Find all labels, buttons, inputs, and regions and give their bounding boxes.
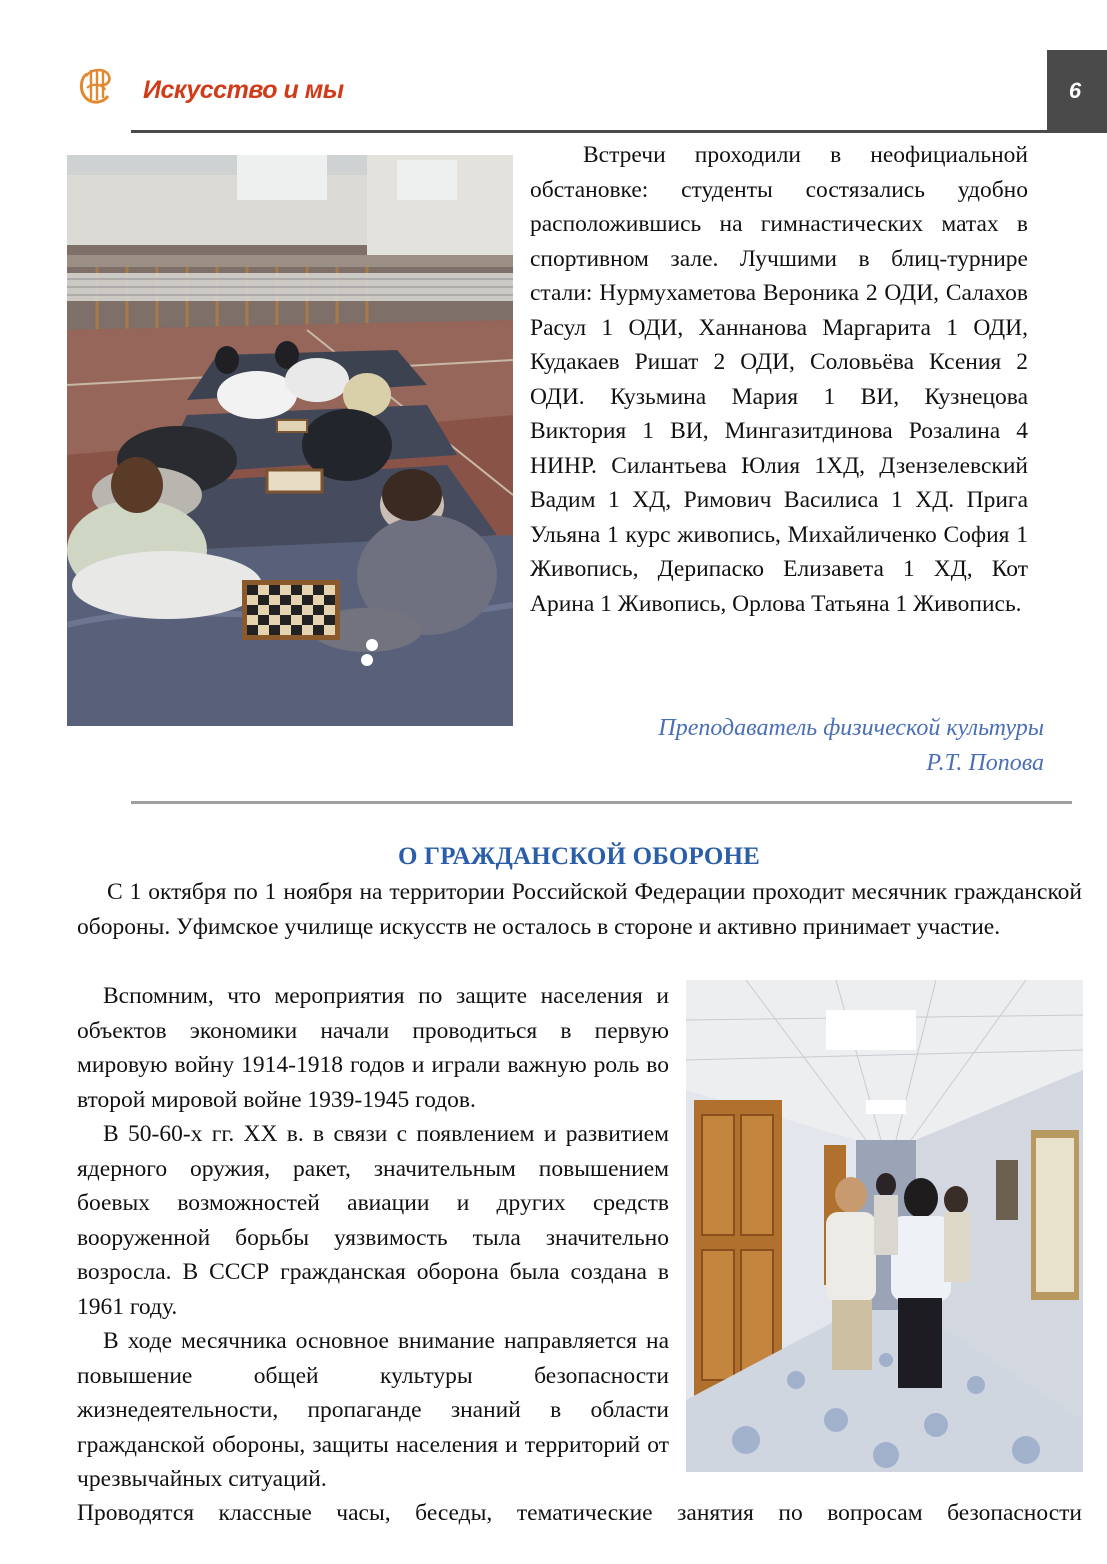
corridor-photo <box>686 980 1083 1472</box>
section-paragraph-2: Вспомним, что мероприятия по защите населения и объектов экономики начали проводиться в первую мировую войну 1914-1918 годов и играли важную роль во второй мировой войне 1939-1945 годов. <box>77 983 669 1113</box>
section-divider <box>131 801 1072 804</box>
magazine-title: Искусство и мы <box>143 76 344 104</box>
intro-paragraph: Встречи проходили в неофициальной обстановке: студенты состязались удобно расположившись на гимнастических матах в спортивном зале. Лучшими в блиц-турнире стали: Нурмухаметова Вероника 2 ОДИ, Салахов Расул 1 ОДИ, Ханнанова Маргарита 1 ОДИ, Кудакаев Ришат 2 ОДИ, Соловьёва Ксения 2 ОДИ. Кузьмина Мария 1 ВИ, Кузнецова Виктория 1 ВИ, Мингазитдинова Розалина 4 НИНР. Силантьева Юлия 1ХД, Дзензелевский Вадим 1 ХД, Римович Василиса 1 ХД. Прига Ульяна 1 курс живопись, Михайличенко София 1 Живопись, Дерипаско Елизавета 1 ХД, Кот Арина 1 Живопись, Орлова Татьяна 1 Живопись. <box>530 142 1028 617</box>
section-paragraph-5: Проводятся классные часы, беседы, тематические занятия по вопросам безопасности <box>77 1500 1082 1526</box>
page-number: 6 <box>1068 78 1082 103</box>
author-name: Р.Т. Попова <box>926 750 1044 776</box>
intro-text-block <box>530 138 1028 621</box>
checkers-tournament-photo <box>67 155 513 726</box>
section-paragraph-4: В ходе месячника основное внимание направляется на повышение общей культуры безопасности жизнедеятельности, пропаганде знаний в области гражданской обороны, защиты населения и территорий от чрезвычайных ситуаций. <box>77 1328 669 1492</box>
section-heading: О ГРАЖДАНСКОЙ ОБОРОНЕ <box>398 843 760 870</box>
header-divider <box>131 130 1047 133</box>
author-signature <box>560 711 1044 781</box>
logo-icon <box>78 66 114 106</box>
section-paragraph-1: С 1 октября по 1 ноября на территории Российской Федерации проходит месячник гражданской обороны. Уфимское училище искусств не осталось в стороне и активно принимает участие. <box>77 879 1082 940</box>
section-paragraph-3: В 50-60-х гг. XX в. в связи с появлением и развитием ядерного оружия, ракет, значительным повышением боевых возможностей авиации и других средств вооруженной борьбы уязвимость тыла значительно возросла. В СССР гражданская оборона была создана в 1961 году. <box>77 1121 669 1320</box>
author-position: Преподаватель физической культуры <box>658 715 1044 741</box>
